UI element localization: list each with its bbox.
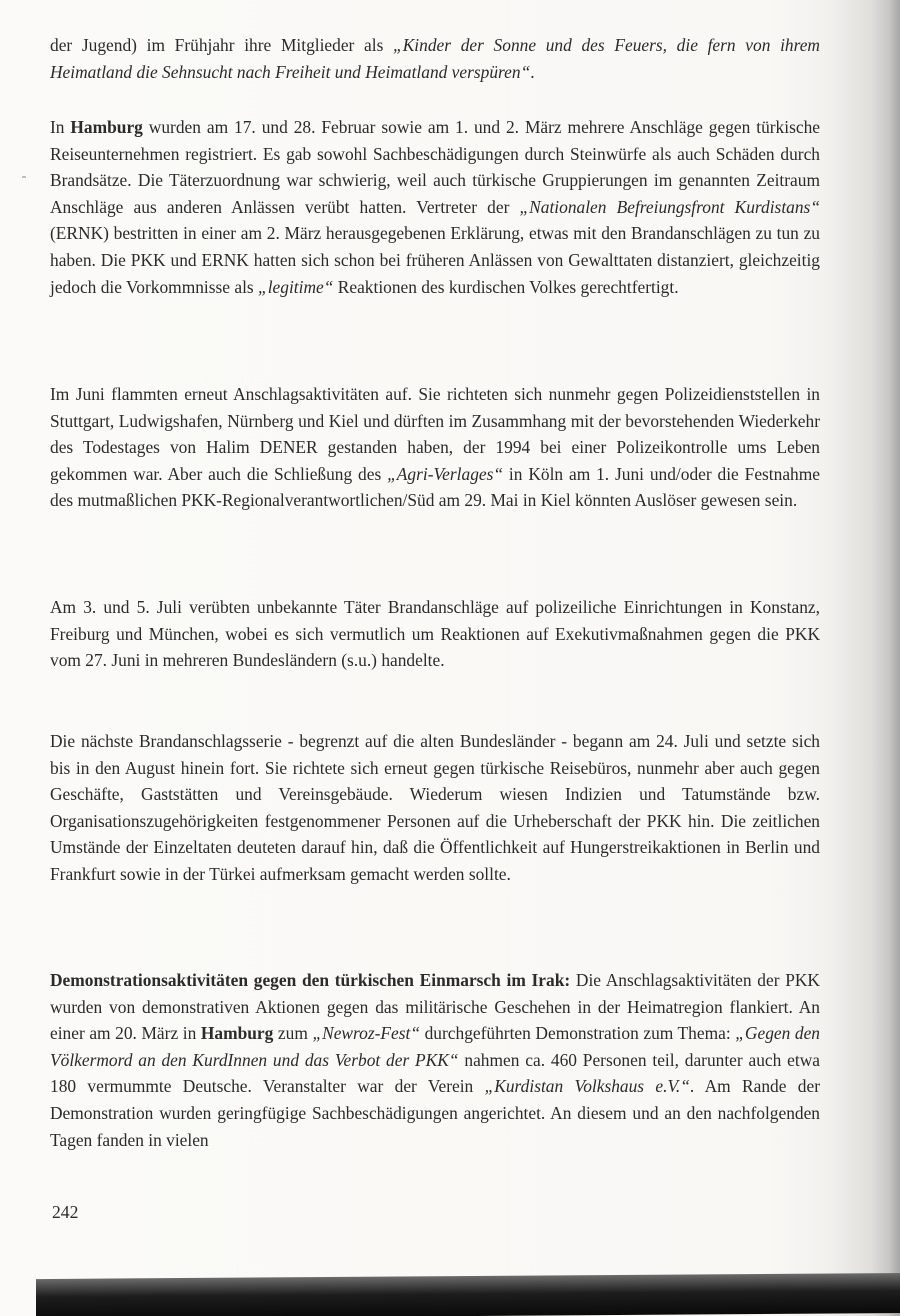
quoted-organization: „Agri-Verlages“ [387,463,504,484]
text-run: nahmen ca. 460 Personen teil, darunter auch etwa 180 vermummte Deutsche. Veranstalter war der Verein [50,1049,820,1097]
quoted-organization: „Kurdistan Volkshaus e.V.“ [484,1076,690,1097]
book-gutter-shadow [872,0,900,1316]
paragraph-text [50,381,820,514]
text-run: . Am Rande der Demonstration wurden geringfügige Sachbeschädigungen angerichtet. An diesem und an den nachfolgenden Tagen fanden in vielen [50,1076,820,1150]
text-run: Reaktionen des kurdischen Volkes gerechtfertigt. [333,276,679,297]
bold-place-name: Hamburg [70,117,143,137]
paragraph-demonstrations [50,967,820,1153]
text-run: Am 3. und 5. Juli verübten unbekannte Täter Brandanschläge auf polizeiliche Einrichtungen in Konstanz, Freiburg und München, wobei es sich vermutlich um Reaktionen auf Exekutivmaßnahmen gegen die PKK vom 27. Juni in mehreren Bundesländern (s.u.) handelte. [50,597,820,671]
quoted-event: „Newroz-Fest“ [312,1023,421,1044]
text-run: Im Juni flammten erneut Anschlagsaktivitäten auf. Sie richteten sich nunmehr gegen Polizeidienststellen in Stuttgart, Ludwigshafen, Nürnberg und Kiel und dürften im Zusammhang mit der bevorstehenden Wiederkehr des Todestages von Halim DENER gestanden haben, der 1994 bei einer Polizeikontrolle ums Leben gekommen war. Aber auch die Schließung des [50,384,820,484]
paragraph-intro-continuation [50,32,820,85]
scan-bottom-edge [36,1273,900,1316]
text-run: wurden am 17. und 28. Februar sowie am 1. und 2. März mehrere Anschläge gegen türkische Reiseunternehmen registriert. Es gab sowohl Sachbeschädigungen durch Steinwürfe als auch Schäden durch Brandsätze. Die Täterzuordnung war schwierig, weil auch türkische Gruppierungen im genannten Zeitraum Anschläge aus anderen Anlässen verübt hatten. Vertreter der [50,117,820,217]
page-number: 242 [52,1202,79,1222]
text-run: durchgeführten Demonstration zum Thema: [420,1023,736,1044]
text-run: Die Anschlagsaktivitäten der PKK wurden von demonstrativen Aktionen gegen das militärische Geschehen in der Heimatregion flankiert. An einer am 20. März in [50,970,820,1044]
quoted-text: „legitime“ [258,276,334,297]
bold-place-name: Hamburg [200,1023,274,1044]
paragraph-text [50,114,820,300]
text-run: (ERNK) bestritten in einer am 2. März herausgegebenen Erklärung, etwas mit den Brandanschlägen zu tun zu haben. Die PKK und ERNK hatten sich schon bei früheren Anlässen von Gewalttaten distanziert, gleichzeitig jedoch die Vorkommnisse als [50,223,820,297]
quoted-organization: „Nationalen Befreiungsfront Kurdistans“ [519,196,820,217]
section-heading: Demonstrationsaktivitäten gegen den türkischen Einmarsch im Irak: [50,970,571,990]
paragraph-arson-series [50,728,820,888]
paragraph-text [50,967,820,1153]
paragraph-text [50,728,820,888]
scan-speck [22,176,26,178]
quoted-theme: „Gegen den Völkermord an den KurdInnen und das Verbot der PKK“ [50,1023,820,1070]
text-run: zum [273,1023,313,1044]
text-run: der Jugend) im Frühjahr ihre Mitglieder als [50,35,394,55]
text-run: Die nächste Brandanschlagsserie - begrenzt auf die alten Bundesländer - begann am 24. Juli und setzte sich bis in den August hinein fort. Sie richtete sich erneut gegen türkische Reisebüros, nunmehr aber auch gegen Geschäfte, Gaststätten und Vereinsgebäude. Wiederum wiesen Indizien und Tatumstände bzw. Organisationszugehörigkeiten festgenommener Personen auf die Urheberschaft der PKK hin. Die zeitlichen Umstände der Einzeltaten deuteten darauf hin, daß die Öffentlichkeit auf Hungerstreikaktionen in Berlin und Frankfurt sowie in der Türkei aufmerksam gemacht werden sollte. [50,731,820,884]
paragraph-text [50,594,820,674]
text-run: . [530,61,535,82]
paragraph-july-attacks [50,594,820,674]
text-run: in Köln am 1. Juni und/oder die Festnahme des mutmaßlichen PKK-Regionalverantwortlichen/Süd am 29. Mai in Kiel könnten Auslöser gewesen sein. [50,463,820,511]
paragraph-text [50,32,820,85]
paragraph-june-attacks [50,381,820,514]
text-run: In [50,117,71,137]
paragraph-hamburg-attacks [50,114,820,300]
quoted-text: „Kinder der Sonne und des Feuers, die fern von ihrem Heimatland die Sehnsucht nach Freiheit und Heimatland verspüren“ [50,35,820,82]
